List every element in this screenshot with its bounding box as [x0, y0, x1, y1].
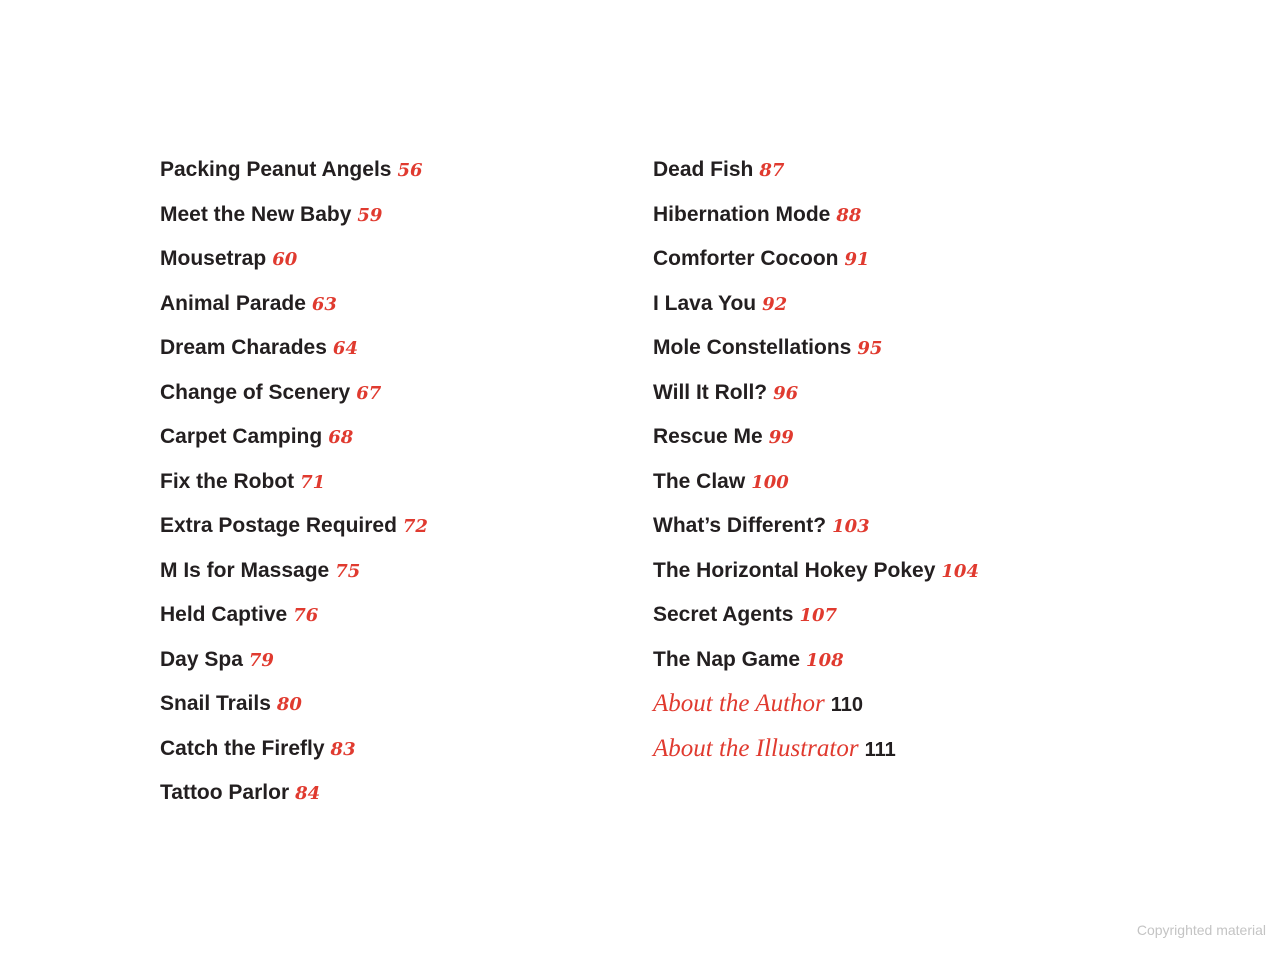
- toc-entry-title: Snail Trails: [160, 692, 271, 715]
- toc-entry: [160, 689, 428, 734]
- toc-entry-page: 72: [402, 516, 428, 537]
- toc-entry: [653, 467, 979, 512]
- toc-entry-page: 92: [762, 293, 788, 315]
- toc-entry: [160, 511, 428, 556]
- toc-entry: [653, 556, 979, 601]
- toc-entry-title: Comforter Cocoon: [653, 247, 839, 270]
- toc-left-column: [160, 155, 428, 823]
- toc-entry-page: 75: [335, 560, 361, 582]
- toc-entry: [653, 244, 979, 289]
- toc-entry: [160, 244, 428, 289]
- toc-entry: [160, 422, 428, 467]
- toc-entry-title: Fix the Robot: [160, 469, 295, 493]
- toc-entry-page: 91: [844, 249, 870, 270]
- toc-entry: [160, 289, 428, 334]
- toc-entry-title: What’s Different?: [653, 514, 827, 537]
- toc-entry: [160, 155, 428, 200]
- toc-entry: [653, 289, 979, 334]
- toc-entry: [160, 734, 428, 779]
- table-of-contents: [160, 155, 1160, 815]
- toc-entry: [160, 600, 428, 645]
- toc-entry: [160, 645, 428, 690]
- toc-entry-title: Rescue Me: [653, 425, 763, 448]
- copyright-watermark: Copyrighted material: [1136, 922, 1266, 938]
- toc-right-column: [653, 155, 979, 778]
- toc-entry-title: Dead Fish: [653, 158, 754, 181]
- toc-entry-title: Mousetrap: [160, 247, 267, 270]
- toc-entry: [653, 200, 979, 245]
- toc-entry: [160, 378, 428, 423]
- toc-entry-title: Will It Roll?: [653, 380, 768, 404]
- toc-entry-title: The Nap Game: [653, 647, 801, 671]
- toc-entry-title: The Claw: [653, 469, 746, 493]
- toc-entry-page: 96: [773, 382, 799, 404]
- toc-entry: [653, 333, 979, 378]
- toc-entry-title: Meet the New Baby: [160, 202, 352, 226]
- toc-entry: [160, 200, 428, 245]
- toc-entry-page: 76: [293, 605, 319, 626]
- toc-entry-title: About the Illustrator: [653, 734, 859, 762]
- toc-entry-page: 108: [806, 649, 844, 671]
- toc-entry-page: 104: [941, 560, 979, 582]
- toc-entry-title: Packing Peanut Angels: [160, 158, 392, 181]
- toc-entry-title: Dream Charades: [160, 336, 327, 359]
- toc-entry-title: Change of Scenery: [160, 380, 351, 404]
- toc-entry: [653, 511, 979, 556]
- toc-entry: [653, 378, 979, 423]
- toc-entry-title: I Lava You: [653, 291, 757, 315]
- toc-entry-page: 56: [397, 160, 423, 181]
- toc-entry-page: 111: [864, 738, 896, 761]
- toc-entry-page: 63: [311, 293, 337, 315]
- toc-entry-page: 84: [295, 783, 321, 804]
- toc-entry-title: Animal Parade: [160, 291, 306, 315]
- toc-entry-page: 60: [272, 249, 298, 270]
- toc-entry-page: 99: [768, 427, 794, 448]
- toc-entry-page: 100: [751, 471, 789, 493]
- toc-entry-page: 107: [799, 605, 838, 626]
- toc-entry: [653, 155, 979, 200]
- toc-entry: [653, 645, 979, 690]
- toc-entry: [160, 467, 428, 512]
- toc-entry-about-illustrator: [653, 734, 979, 779]
- toc-entry-page: 59: [357, 204, 383, 226]
- toc-entry: [653, 600, 979, 645]
- toc-entry-title: Mole Constellations: [653, 336, 852, 359]
- toc-entry-title: Secret Agents: [653, 603, 794, 626]
- toc-entry-page: 64: [332, 338, 358, 359]
- toc-entry: [160, 333, 428, 378]
- toc-entry-page: 79: [248, 649, 274, 671]
- toc-entry-page: 83: [330, 738, 356, 760]
- toc-entry-page: 67: [356, 382, 382, 404]
- toc-entry-title: Extra Postage Required: [160, 514, 397, 537]
- toc-entry-page: 103: [832, 516, 870, 537]
- toc-entry-title: Carpet Camping: [160, 425, 323, 448]
- toc-entry-page: 95: [857, 338, 883, 359]
- toc-entry-page: 68: [328, 427, 354, 448]
- toc-entry: [653, 422, 979, 467]
- toc-entry-page: 87: [759, 160, 785, 181]
- toc-entry-title: Held Captive: [160, 603, 288, 626]
- toc-entry-title: The Horizontal Hokey Pokey: [653, 558, 936, 582]
- toc-entry-page: 71: [300, 471, 326, 493]
- toc-entry-page: 80: [276, 694, 302, 715]
- toc-entry-title: Day Spa: [160, 647, 243, 671]
- toc-entry-page: 88: [836, 204, 862, 226]
- toc-entry: [160, 778, 428, 823]
- toc-entry-title: Hibernation Mode: [653, 202, 831, 226]
- toc-entry-title: Tattoo Parlor: [160, 781, 290, 804]
- toc-entry: [160, 556, 428, 601]
- toc-entry-title: About the Author: [653, 690, 825, 717]
- toc-entry-about-author: [653, 689, 979, 734]
- toc-entry-page: 110: [830, 694, 864, 716]
- toc-entry-title: M Is for Massage: [160, 558, 330, 582]
- toc-entry-title: Catch the Firefly: [160, 736, 325, 760]
